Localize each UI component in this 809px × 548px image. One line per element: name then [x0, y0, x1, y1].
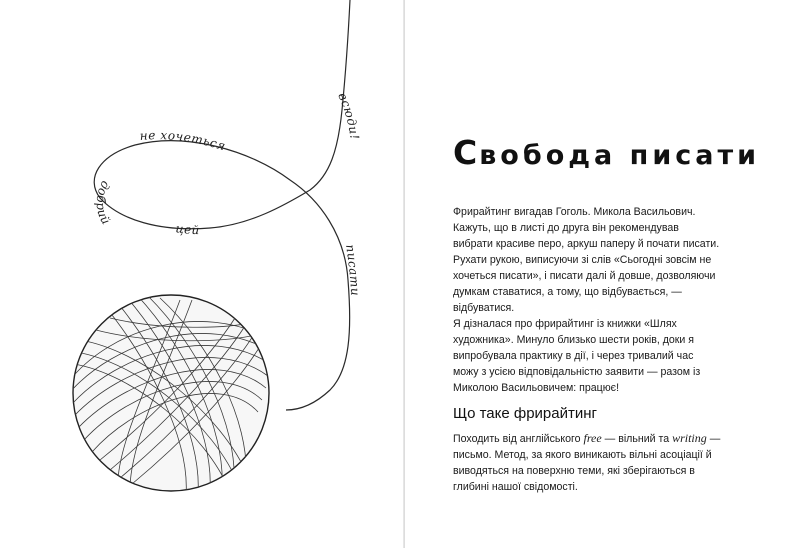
thread-word-right: писати — [343, 243, 363, 297]
yarn-ball — [70, 294, 272, 495]
thread-word-bottom: цей — [174, 221, 201, 238]
paragraph-story: Я дізналася про фрирайтинг із книжки «Шлях художника». Минуло близько шести років, доки я випробувала практику в дії, і через тривалий час можу з усією відповідальністю заявити — разом із Миколою Васильовичем: працює! — [453, 318, 701, 394]
yarn-illustration — [0, 0, 404, 548]
term-writing: writing — [672, 431, 707, 445]
paragraph-intro: Фрирайтинг вигадав Гоголь. Микола Васильович. Кажуть, що в листі до друга він рекомендував вибрати красиве перо, аркуш паперу й почати писати. Рухати рукою, виписуючи зі слів «Сьогодні зовсім не хочеться писати», і писати далі й довше, дозволяючи думкам ставатися, а тому, що відбувається, — відбуватися. — [453, 206, 720, 314]
definition-text-1: Походить від англійського — [453, 433, 584, 445]
definition-text-2: — вільний та — [601, 433, 673, 445]
paragraph-definition — [453, 430, 721, 495]
title-initial: С — [453, 133, 480, 172]
term-free: free — [583, 431, 602, 445]
title-rest: вобода писати — [479, 140, 761, 171]
left-page — [0, 0, 404, 548]
section-heading: Що таке фрирайтинг — [453, 405, 597, 422]
thread-word-top: всюди! — [335, 90, 362, 141]
definition-text-3: — письмо. Метод, за якого виникають вільні асоціації й виводяться на поверхню теми, які зберігаються в глибині нашої свідомості. — [453, 433, 721, 493]
thread-word-left: не хочеться — [139, 128, 228, 154]
thread-word-far-left: добрий — [93, 178, 114, 228]
article-title — [453, 133, 760, 172]
